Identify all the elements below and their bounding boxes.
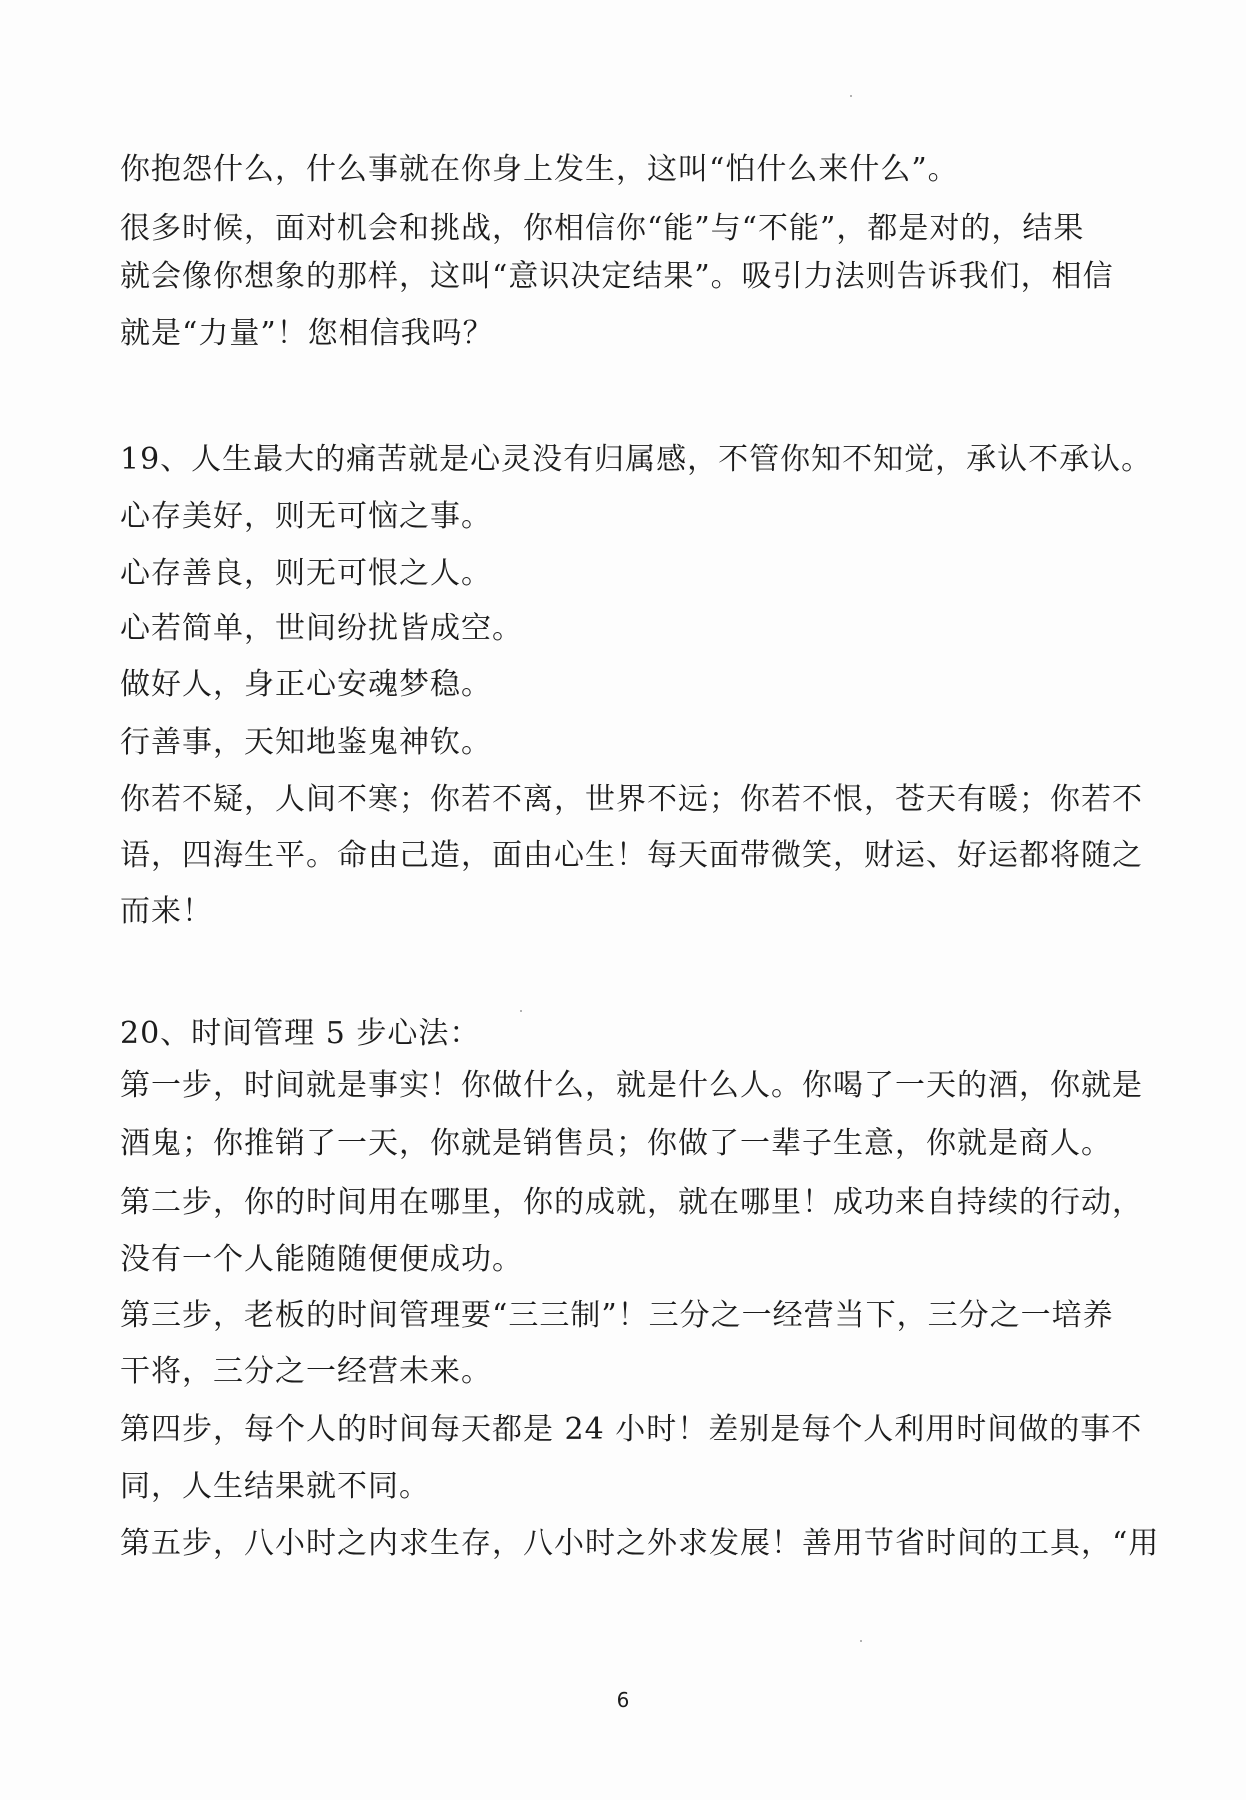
text-line: 你若不疑，人间不寒；你若不离，世界不远；你若不恨，苍天有暖；你若不 xyxy=(120,782,1143,817)
text-line: 就会像你想象的那样，这叫“意识决定结果”。吸引力法则告诉我们，相信 xyxy=(120,259,1114,294)
section-19-heading: 19、人生最大的痛苦就是心灵没有归属感，不管你知不知觉，承认不承认。 xyxy=(120,442,1153,477)
text-line: 行善事，天知地鉴鬼神钦。 xyxy=(120,725,492,760)
scan-speck xyxy=(520,1010,522,1012)
text-line: 第三步，老板的时间管理要“三三制”！三分之一经营当下，三分之一培养 xyxy=(120,1298,1114,1333)
text-line: 就是“力量”！您相信我吗？ xyxy=(120,316,494,351)
text-line: 做好人，身正心安魂梦稳。 xyxy=(120,667,492,702)
scan-speck xyxy=(850,95,852,97)
text-line: 第一步，时间就是事实！你做什么，就是什么人。你喝了一天的酒，你就是 xyxy=(120,1068,1143,1103)
text-line: 心存善良，则无可恨之人。 xyxy=(120,556,492,591)
text-line: 第二步，你的时间用在哪里，你的成就，就在哪里！成功来自持续的行动， xyxy=(120,1185,1143,1220)
text-line: 第四步，每个人的时间每天都是 24 小时！差别是每个人利用时间做的事不 xyxy=(120,1412,1143,1447)
text-line: 同，人生结果就不同。 xyxy=(120,1469,430,1504)
text-line: 酒鬼；你推销了一天，你就是销售员；你做了一辈子生意，你就是商人。 xyxy=(120,1126,1112,1161)
text-line: 干将，三分之一经营未来。 xyxy=(120,1354,492,1389)
text-line: 很多时候，面对机会和挑战，你相信你“能”与“不能”，都是对的，结果 xyxy=(120,211,1085,246)
text-line: 心若简单，世间纷扰皆成空。 xyxy=(120,611,523,646)
text-line: 语，四海生平。命由己造，面由心生！每天面带微笑，财运、好运都将随之 xyxy=(120,838,1143,873)
scan-speck xyxy=(860,1640,862,1642)
text-line: 没有一个人能随随便便成功。 xyxy=(120,1242,523,1277)
text-line: 而来！ xyxy=(120,894,213,929)
section-20-heading: 20、时间管理 5 步心法： xyxy=(120,1016,481,1051)
text-line: 第五步，八小时之内求生存，八小时之外求发展！善用节省时间的工具，“用 xyxy=(120,1526,1160,1561)
page-number: 6 xyxy=(616,1688,630,1712)
text-line: 心存美好，则无可恼之事。 xyxy=(120,499,492,534)
text-line: 你抱怨什么，什么事就在你身上发生，这叫“怕什么来什么”。 xyxy=(120,152,959,187)
